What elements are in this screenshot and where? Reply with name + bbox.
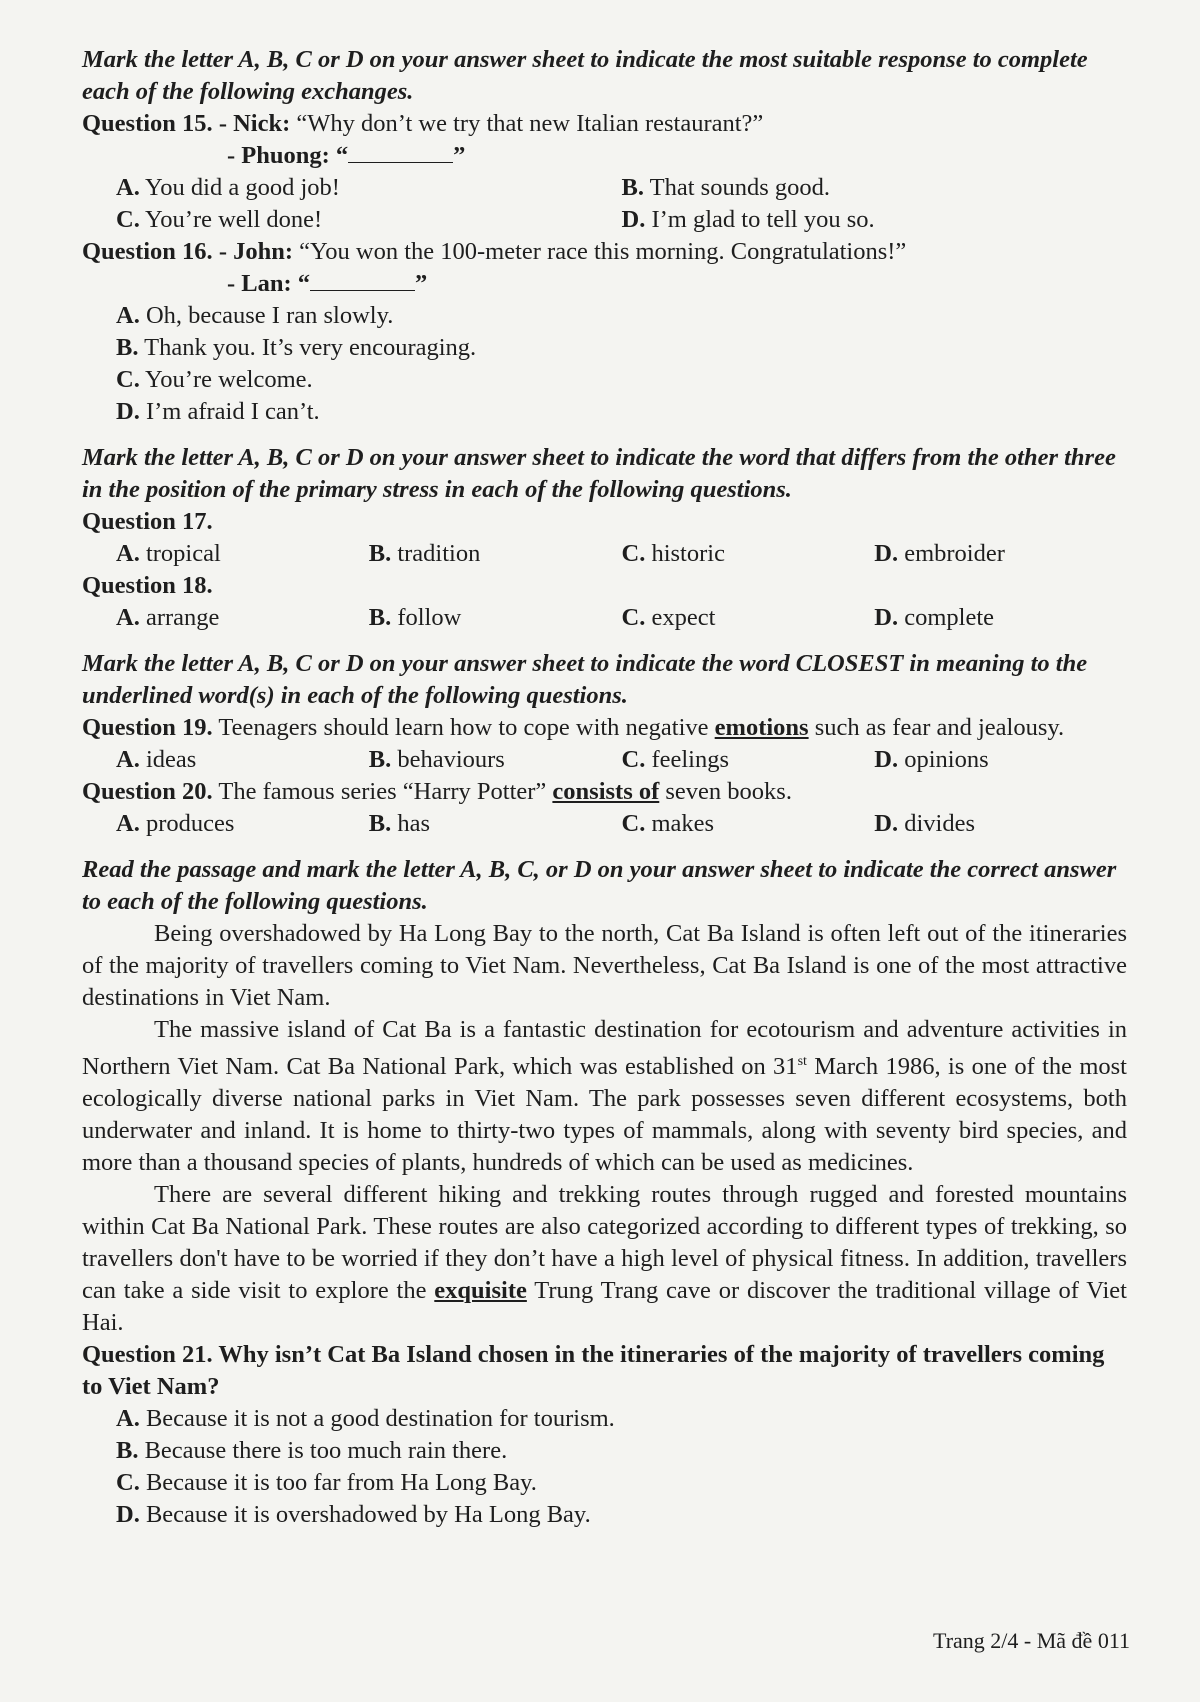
passage-paragraph-3: There are several different hiking and trekking routes through rugged and forested mountains within Cat Ba National Park. These routes are also categorized according to different types of trekking, so travellers don't have to be worried if they don’t have a high level of physical fitness. In addition, travellers can take a side visit to explore the exquisite Trung Trang cave or discover the traditional village of Viet Hai. (82, 1181, 1127, 1337)
section3-instruction: Mark the letter A, B, C or D on your answer sheet to indicate the word CLOSEST in meaning to the underlined word(s) in each of the following questions. (82, 650, 1088, 709)
option-d: D. I’m glad to tell you so. (621, 206, 875, 233)
option-a: A. arrange (116, 604, 220, 631)
option-b: B. tradition (368, 540, 481, 567)
option-b: B. behaviours (368, 746, 505, 773)
q15-options-row-2 (82, 204, 1127, 236)
q15-response-line: - Phuong: “ ” (227, 142, 466, 169)
passage-paragraph-2: The massive island of Cat Ba is a fantastic destination for ecotourism and adventure activities in Northern Viet Nam. Cat Ba National Park, which was established on 31st March 1986, is one of the most ecologically diverse national parks in Viet Nam. The park possesses seven different ecosystems, both underwater and inland. It is home to thirty-two types of mammals, along with seventy bird species, and more than a thousand species of plants, hundreds of which can be used as medicines. (82, 1016, 1127, 1177)
section2-instruction: Mark the letter A, B, C or D on your answer sheet to indicate the word that differs from the other three in the position of the primary stress in each of the following questions. (82, 444, 1116, 503)
q16-response-line: - Lan: “ ” (227, 270, 428, 297)
question-20: Question 20. The famous series “Harry Potter” consists of seven books. (82, 778, 792, 805)
option-d: D. complete (874, 604, 994, 631)
option-d: D. embroider (874, 540, 1005, 567)
option-a: A. produces (116, 810, 235, 837)
option-b: B. Thank you. It’s very encouraging. (116, 334, 477, 361)
option-d: D. divides (874, 810, 975, 837)
option-d: D. I’m afraid I can’t. (116, 398, 320, 425)
section4-instruction: Read the passage and mark the letter A, B, C, or D on your answer sheet to indicate the correct answer to each of the following questions. (82, 856, 1117, 915)
option-d: D. opinions (874, 746, 989, 773)
question-17-label: Question 17. (82, 508, 213, 535)
option-b: B. Because there is too much rain there. (116, 1437, 508, 1465)
option-a: A. ideas (116, 746, 197, 773)
question-21: Question 21. Why isn’t Cat Ba Island chosen in the itineraries of the majority of travellers coming to Viet Nam? (82, 1341, 1105, 1401)
page-footer: Trang 2/4 - Mã đề 011 (933, 1628, 1130, 1653)
option-c: C. You’re welcome. (116, 366, 313, 393)
underlined-word: consists of (552, 778, 660, 805)
underlined-word: exquisite (434, 1277, 527, 1305)
passage-paragraph-1: Being overshadowed by Ha Long Bay to the north, Cat Ba Island is often left out of the itineraries of the majority of travellers coming to Viet Nam. Nevertheless, Cat Ba Island is one of the most attractive destinations in Viet Nam. (82, 920, 1127, 1011)
option-c: C. makes (621, 810, 715, 837)
option-b: B. has (368, 810, 431, 837)
q17-options (82, 538, 1127, 570)
q20-options (82, 808, 1127, 840)
option-c: C. feelings (621, 746, 730, 773)
option-a: A. You did a good job! (116, 174, 340, 201)
q19-options (82, 744, 1127, 776)
option-a: A. tropical (116, 540, 221, 567)
option-a: A. Oh, because I ran slowly. (116, 302, 394, 329)
option-b: B. That sounds good. (621, 174, 830, 201)
underlined-word: emotions (714, 714, 809, 741)
option-c: C. You’re well done! (116, 206, 323, 233)
question-18-label: Question 18. (82, 572, 213, 599)
option-c: C. historic (621, 540, 725, 567)
question-19: Question 19. Teenagers should learn how to cope with negative emotions such as fear and jealousy. (82, 714, 1065, 741)
answer-blank (310, 268, 415, 291)
section1-instruction: Mark the letter A, B, C or D on your answer sheet to indicate the most suitable response to complete each of the following exchanges. (82, 46, 1088, 105)
page-content (82, 44, 1127, 1531)
q15-options-row-1 (82, 172, 1127, 204)
option-d: D. Because it is overshadowed by Ha Long Bay. (116, 1501, 591, 1529)
option-a: A. Because it is not a good destination for tourism. (116, 1405, 615, 1433)
option-c: C. Because it is too far from Ha Long Bay. (116, 1469, 537, 1497)
question-15: Question 15. - Nick: “Why don’t we try that new Italian restaurant?” (82, 110, 764, 137)
option-b: B. follow (368, 604, 462, 631)
answer-blank (348, 140, 453, 163)
option-c: C. expect (621, 604, 716, 631)
q18-options (82, 602, 1127, 634)
question-16: Question 16. - John: “You won the 100-meter race this morning. Congratulations!” (82, 238, 907, 265)
